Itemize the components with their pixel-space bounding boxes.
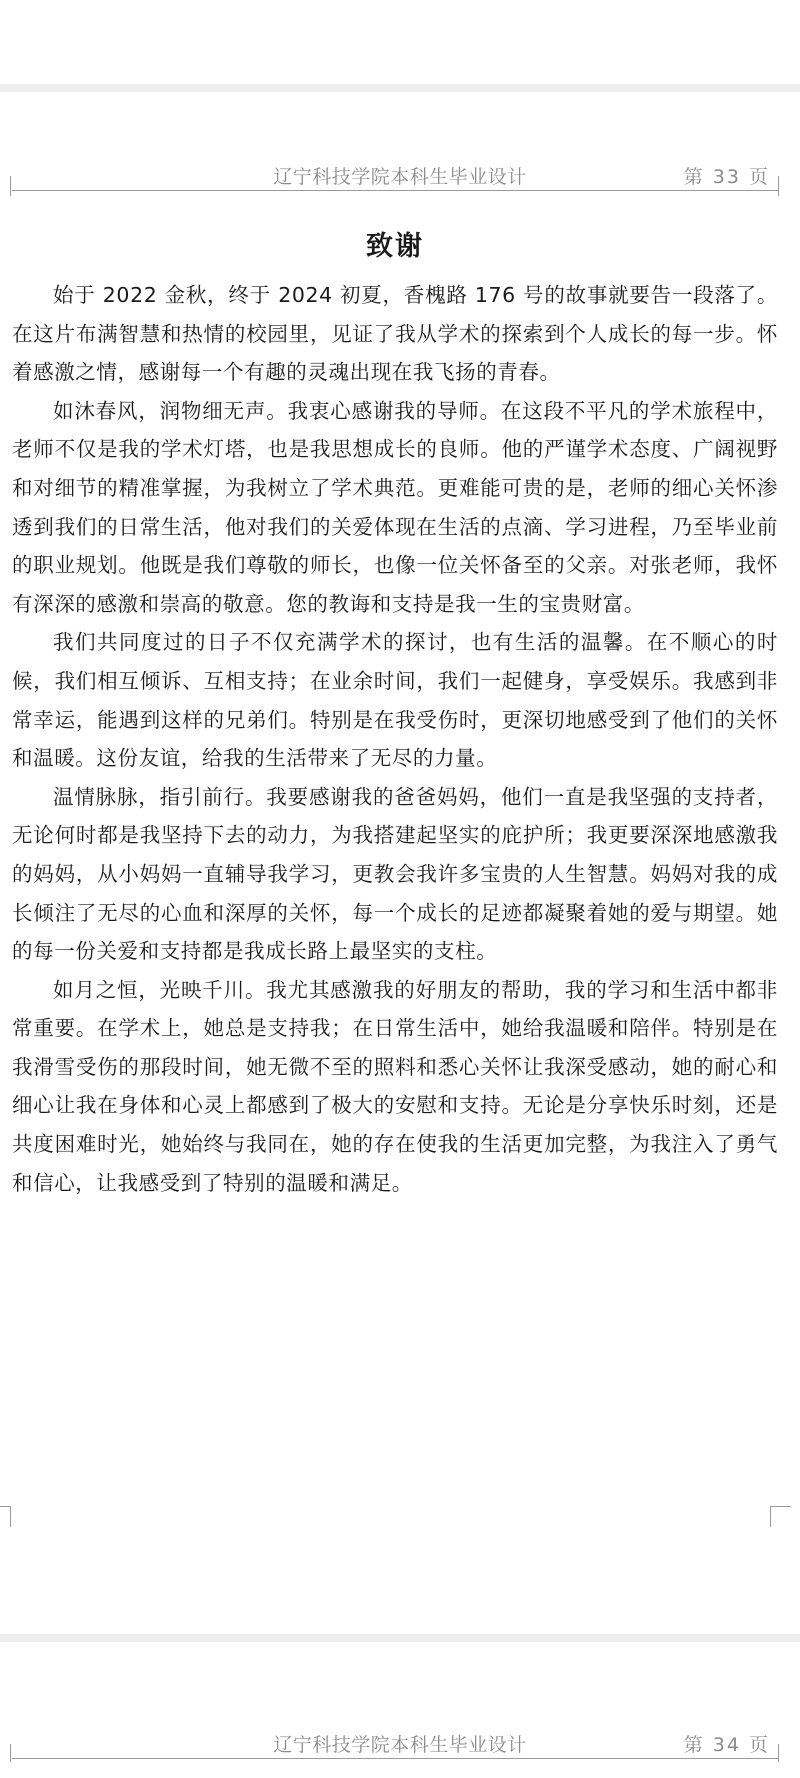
page-number: 第 33 页 (683, 166, 770, 188)
crop-mark (0, 1744, 11, 1762)
page-separator (0, 84, 800, 92)
crop-mark (770, 1506, 791, 1527)
paragraph: 始于 2022 金秋，终于 2024 初夏，香槐路 176 号的故事就要告一段落了。在这片布满智慧和热情的校园里，见证了我从学术的探索到个人成长的每一步。怀着感激之情，感谢每一个有趣的灵魂出现在我飞扬的青春。 (12, 283, 778, 385)
crop-mark (0, 1506, 11, 1527)
document-page (0, 92, 800, 1634)
paragraph: 温情脉脉，指引前行。我要感谢我的爸爸妈妈，他们一直是我坚强的支持者，无论何时都是我坚持下去的动力，为我搭建起坚实的庇护所；我更要深深地感激我的妈妈，从小妈妈一直辅导我学习，更教会我许多宝贵的人生智慧。妈妈对我的成长倾注了无尽的心血和深厚的关怀，每一个成长的足迹都凝聚着她的爱与期望。她的每一份关爱和支持都是我成长路上最坚实的支柱。 (12, 784, 778, 964)
page-separator (0, 1634, 800, 1642)
crop-mark (0, 176, 11, 196)
header-rule (12, 190, 778, 191)
crop-mark (778, 1744, 799, 1762)
header-title: 辽宁科技学院本科生毕业设计 (273, 166, 527, 188)
section-title: 致谢 (366, 231, 424, 262)
page-body (12, 228, 778, 1202)
page-number: 第 34 页 (683, 1734, 770, 1756)
paragraph: 如沐春风，润物细无声。我衷心感谢我的导师。在这段不平凡的学术旅程中，老师不仅是我的学术灯塔，也是我思想成长的良师。他的严谨学术态度、广阔视野和对细节的精准掌握，为我树立了学术典范。更难能可贵的是，老师的细心关怀渗透到我们的日常生活，他对我们的关爱体现在生活的点滴、学习进程，乃至毕业前的职业规划。他既是我们尊敬的师长，也像一位关怀备至的父亲。对张老师，我怀有深深的感激和崇高的敬意。您的教诲和支持是我一生的宝贵财富。 (12, 398, 778, 616)
paragraph: 我们共同度过的日子不仅充满学术的探讨，也有生活的温馨。在不顺心的时候，我们相互倾诉、互相支持；在业余时间，我们一起健身，享受娱乐。我感到非常幸运，能遇到这样的兄弟们。特别是在我受伤时，更深切地感受到了他们的关怀和温暖。这份友谊，给我的生活带来了无尽的力量。 (12, 630, 778, 771)
header-title: 辽宁科技学院本科生毕业设计 (273, 1734, 527, 1756)
header-rule (12, 1758, 778, 1759)
paragraph: 如月之恒，光映千川。我尤其感激我的好朋友的帮助，我的学习和生活中都非常重要。在学术上，她总是支持我；在日常生活中，她给我温暖和陪伴。特别是在我滑雪受伤的那段时间，她无微不至的照料和悉心关怀让我深受感动，她的耐心和细心让我在身体和心灵上都感到了极大的安慰和支持。无论是分享快乐时刻，还是共度困难时光，她始终与我同在，她的存在使我的生活更加完整，为我注入了勇气和信心，让我感受到了特别的温暖和满足。 (12, 977, 778, 1195)
crop-mark (778, 176, 799, 196)
document-page (0, 1642, 800, 1778)
